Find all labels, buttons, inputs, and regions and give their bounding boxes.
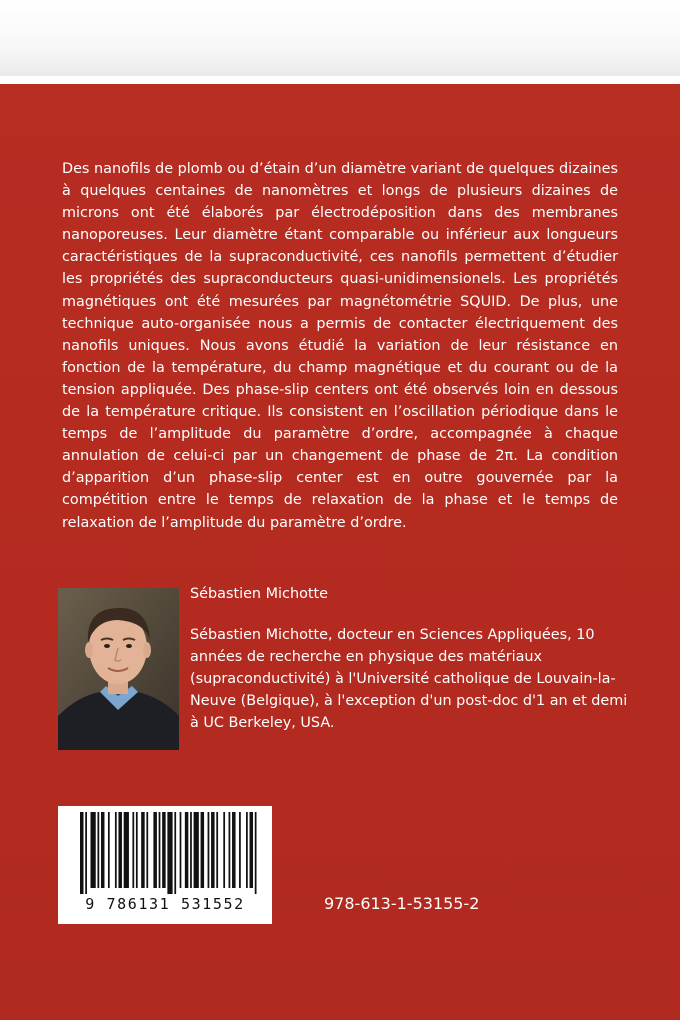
barcode-bar — [97, 812, 99, 888]
author-photo — [58, 588, 179, 750]
barcode-bar — [136, 812, 138, 888]
barcode-bar — [223, 812, 225, 888]
barcode-bar — [185, 812, 189, 888]
barcode-bar — [211, 812, 215, 888]
barcode-bar — [162, 812, 166, 888]
barcode-bar — [239, 812, 241, 888]
barcode-bar — [118, 812, 122, 888]
barcode-bar — [229, 812, 231, 888]
barcode-bar — [132, 812, 134, 888]
top-white-band — [0, 0, 680, 76]
barcode-bar — [216, 812, 218, 888]
barcode-digits: 9 786131 531552 — [85, 895, 245, 913]
barcode-bar — [108, 812, 110, 888]
author-portrait-image — [58, 588, 179, 750]
barcode-bar — [167, 812, 172, 894]
barcode — [58, 806, 272, 924]
back-cover — [0, 84, 680, 1020]
barcode-bar — [232, 812, 236, 888]
barcode-bar — [194, 812, 199, 888]
barcode-bar — [153, 812, 157, 888]
barcode-bar — [250, 812, 254, 888]
barcode-bar — [255, 812, 257, 894]
author-name: Sébastien Michotte — [190, 586, 329, 602]
barcode-bar — [101, 812, 105, 888]
barcode-bar — [208, 812, 210, 888]
barcode-bar — [141, 812, 145, 888]
barcode-bar — [180, 812, 182, 888]
barcode-bar — [85, 812, 87, 894]
book-blurb: Des nanofils de plomb ou d’étain d’un diamètre variant de quelques dizaines à quelques centaines de nanomètres et longs de plusieurs dizaines de microns ont été élaborés par électrodéposition dans des membranes nanoporeuses. Leur diamètre étant comparable ou inférieur aux longueurs caractéristiques de la supraconductivité, ces nanofils permettent d’étudier les propriétés des supraconducteurs quasi-unidimensionels. Les propriétés magnétiques ont été mesurées par magnétométrie SQUID. De plus, une technique auto-organisée nous a permis de contacter électriquement des nanofils uniques. Nous avons étudié la variation de leur résistance en fonction de la température, du champ magnétique et du courant ou de la tension appliquée. Des phase-slip centers ont été observés loin en dessous de la température critique. Ils consistent en l’oscillation périodique dans le temps de l’amplitude du paramètre d’ordre, accompagnée à chaque annulation de celui-ci par un changement de phase de 2π. La condition d’apparition d’un phase-slip center est en outre gouvernée par la compétition entre le temps de relaxation de la phase et le temps de relaxation de l’amplitude du paramètre d’ordre. — [62, 161, 618, 531]
barcode-bar — [246, 812, 248, 888]
barcode-bar — [159, 812, 161, 888]
barcode-bar — [115, 812, 117, 888]
barcode-bar — [80, 812, 84, 894]
isbn-number: 978-613-1-53155-2 — [324, 894, 480, 913]
barcode-bar — [174, 812, 176, 894]
barcode-bar — [146, 812, 148, 888]
barcode-bar — [124, 812, 129, 888]
barcode-bars — [80, 812, 260, 894]
barcode-bar — [90, 812, 95, 888]
author-bio: Sébastien Michotte, docteur en Sciences Appliquées, 10 années de recherche en physique des matériaux (supraconductivité) à l'Université catholique de Louvain-la-Neuve (Belgique), à l'exception d'un post-doc d'1 an et demi à UC Berkeley, USA. — [190, 627, 628, 731]
barcode-bar — [190, 812, 192, 888]
barcode-bar — [201, 812, 205, 888]
